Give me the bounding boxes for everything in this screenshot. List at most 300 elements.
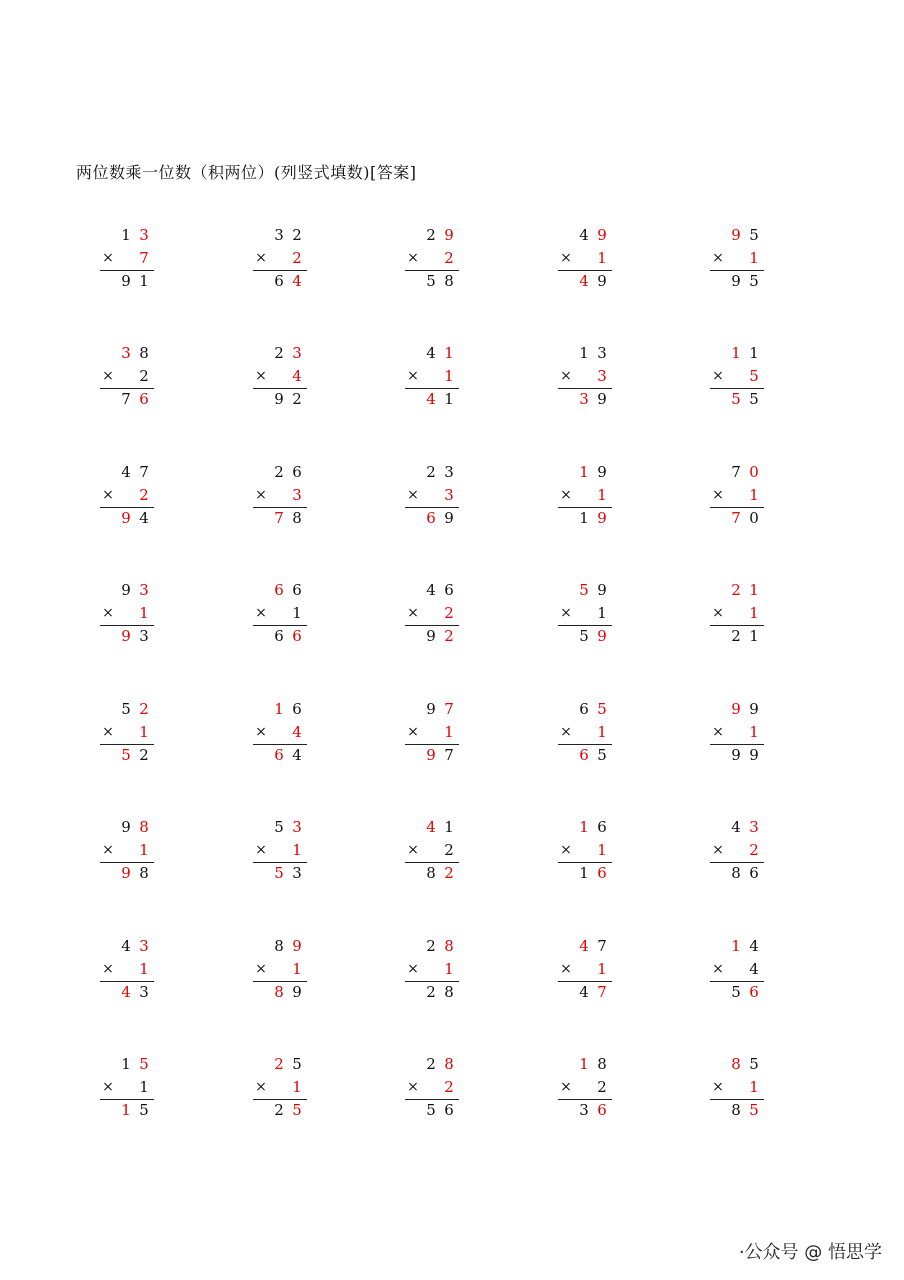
multiplier-row: [405, 248, 461, 268]
multiplier-digit: 2: [444, 249, 454, 267]
multiplicand: [710, 936, 766, 956]
product-tens-digit: 9: [121, 509, 131, 527]
problem-2-2: [253, 343, 313, 409]
multiplicand-ones-digit: 6: [292, 700, 302, 718]
times-sign: ×: [255, 605, 267, 621]
multiplicand-tens-digit: 9: [426, 700, 436, 718]
multiplier-row: [558, 840, 614, 860]
times-sign: ×: [560, 605, 572, 621]
multiplier-row: [405, 485, 461, 505]
multiplicand-tens-digit: 4: [426, 581, 436, 599]
product-ones-digit: 1: [139, 272, 149, 290]
product: [100, 389, 156, 409]
product: [253, 389, 309, 409]
times-sign: ×: [102, 724, 114, 740]
multiplier-row: [710, 603, 766, 623]
product-ones-digit: 4: [139, 509, 149, 527]
multiplicand-tens-digit: 9: [731, 700, 741, 718]
product-ones-digit: 5: [749, 1101, 759, 1119]
multiplicand-ones-digit: 9: [292, 937, 302, 955]
multiplicand-tens-digit: 3: [274, 226, 284, 244]
multiplier-row: [558, 485, 614, 505]
problem-1-5: [710, 225, 770, 291]
product: [558, 626, 614, 646]
multiplicand-ones-digit: 9: [749, 700, 759, 718]
multiplicand: [558, 817, 614, 837]
multiplicand-ones-digit: 9: [597, 581, 607, 599]
times-sign: ×: [407, 605, 419, 621]
multiplicand-ones-digit: 7: [444, 700, 454, 718]
problem-4-2: [253, 580, 313, 646]
problem-3-5: [710, 462, 770, 528]
multiplicand-tens-digit: 9: [121, 818, 131, 836]
times-sign: ×: [102, 368, 114, 384]
multiplier-digit: 1: [749, 1078, 759, 1096]
multiplicand: [100, 1054, 156, 1074]
multiplicand-ones-digit: 1: [749, 344, 759, 362]
problem-7-5: [710, 936, 770, 1002]
multiplicand-ones-digit: 3: [139, 581, 149, 599]
product: [405, 626, 461, 646]
product-tens-digit: 5: [121, 746, 131, 764]
times-sign: ×: [102, 605, 114, 621]
product-tens-digit: 7: [121, 390, 131, 408]
product: [710, 271, 766, 291]
product: [253, 626, 309, 646]
multiplier-row: [100, 366, 156, 386]
problem-4-4: [558, 580, 618, 646]
multiplicand-tens-digit: 5: [579, 581, 589, 599]
product-tens-digit: 9: [426, 746, 436, 764]
multiplier-row: [100, 603, 156, 623]
problem-7-4: [558, 936, 618, 1002]
times-sign: ×: [712, 724, 724, 740]
problem-4-1: [100, 580, 160, 646]
times-sign: ×: [712, 1079, 724, 1095]
times-sign: ×: [712, 250, 724, 266]
multiplier-row: [558, 366, 614, 386]
multiplier-row: [710, 1077, 766, 1097]
times-sign: ×: [255, 250, 267, 266]
times-sign: ×: [407, 368, 419, 384]
multiplicand-ones-digit: 9: [597, 463, 607, 481]
page-title: 两位数乘一位数（积两位）(列竖式填数)[答案]: [76, 163, 417, 182]
product: [253, 271, 309, 291]
multiplier-row: [405, 959, 461, 979]
times-sign: ×: [255, 961, 267, 977]
product: [253, 982, 309, 1002]
multiplicand-ones-digit: 8: [139, 818, 149, 836]
multiplier-row: [253, 1077, 309, 1097]
product: [100, 1100, 156, 1120]
multiplier-row: [100, 1077, 156, 1097]
multiplicand-ones-digit: 3: [292, 344, 302, 362]
multiplier-digit: 1: [597, 960, 607, 978]
multiplicand-tens-digit: 1: [579, 463, 589, 481]
product-tens-digit: 4: [121, 983, 131, 1001]
product: [710, 982, 766, 1002]
product: [253, 1100, 309, 1120]
multiplicand: [253, 225, 309, 245]
product-tens-digit: 9: [121, 272, 131, 290]
multiplicand: [405, 343, 461, 363]
multiplicand-tens-digit: 1: [579, 1055, 589, 1073]
multiplicand-ones-digit: 3: [749, 818, 759, 836]
multiplier-digit: 1: [749, 486, 759, 504]
multiplicand: [558, 1054, 614, 1074]
problem-3-2: [253, 462, 313, 528]
multiplicand-tens-digit: 2: [274, 463, 284, 481]
multiplicand: [253, 699, 309, 719]
multiplicand: [558, 699, 614, 719]
multiplicand: [100, 580, 156, 600]
product: [558, 982, 614, 1002]
product-tens-digit: 7: [731, 509, 741, 527]
product-tens-digit: 6: [274, 746, 284, 764]
multiplicand-ones-digit: 1: [444, 818, 454, 836]
product-tens-digit: 1: [579, 864, 589, 882]
multiplicand: [100, 462, 156, 482]
multiplicand-ones-digit: 8: [139, 344, 149, 362]
multiplier-digit: 2: [597, 1078, 607, 1096]
product-ones-digit: 7: [597, 983, 607, 1001]
multiplier-digit: 1: [749, 249, 759, 267]
multiplier-digit: 2: [444, 841, 454, 859]
multiplicand: [558, 462, 614, 482]
product-tens-digit: 9: [426, 627, 436, 645]
problem-4-5: [710, 580, 770, 646]
problem-8-2: [253, 1054, 313, 1120]
multiplicand: [710, 225, 766, 245]
multiplicand-tens-digit: 1: [731, 937, 741, 955]
watermark-footer: ·公众号 @ 悟思学: [738, 1242, 882, 1263]
product-tens-digit: 2: [731, 627, 741, 645]
problem-1-3: [405, 225, 465, 291]
multiplicand-tens-digit: 1: [731, 344, 741, 362]
multiplier-digit: 1: [139, 723, 149, 741]
times-sign: ×: [102, 961, 114, 977]
product: [253, 745, 309, 765]
problem-3-4: [558, 462, 618, 528]
multiplier-digit: 1: [749, 723, 759, 741]
product-ones-digit: 9: [597, 390, 607, 408]
multiplicand-ones-digit: 4: [749, 937, 759, 955]
product-ones-digit: 4: [292, 272, 302, 290]
multiplier-digit: 1: [444, 367, 454, 385]
multiplicand-ones-digit: 8: [444, 1055, 454, 1073]
multiplier-digit: 1: [139, 841, 149, 859]
problem-6-3: [405, 817, 465, 883]
problem-3-1: [100, 462, 160, 528]
multiplier-digit: 1: [139, 1078, 149, 1096]
problem-6-1: [100, 817, 160, 883]
times-sign: ×: [102, 1079, 114, 1095]
multiplier-row: [405, 366, 461, 386]
times-sign: ×: [407, 487, 419, 503]
multiplicand-tens-digit: 5: [274, 818, 284, 836]
multiplicand-ones-digit: 9: [444, 226, 454, 244]
times-sign: ×: [407, 250, 419, 266]
product-ones-digit: 9: [597, 272, 607, 290]
multiplicand-ones-digit: 6: [444, 581, 454, 599]
product-tens-digit: 9: [731, 746, 741, 764]
times-sign: ×: [560, 724, 572, 740]
multiplicand-tens-digit: 8: [731, 1055, 741, 1073]
multiplier-digit: 1: [139, 960, 149, 978]
product-ones-digit: 7: [444, 746, 454, 764]
multiplier-row: [253, 366, 309, 386]
multiplier-row: [710, 722, 766, 742]
product-tens-digit: 5: [274, 864, 284, 882]
problem-8-3: [405, 1054, 465, 1120]
product: [710, 863, 766, 883]
multiplier-row: [253, 840, 309, 860]
product-ones-digit: 3: [139, 627, 149, 645]
product: [558, 389, 614, 409]
product-tens-digit: 4: [579, 983, 589, 1001]
multiplier-digit: 1: [597, 249, 607, 267]
multiplier-row: [253, 722, 309, 742]
product-tens-digit: 1: [579, 509, 589, 527]
multiplicand: [405, 699, 461, 719]
product: [100, 508, 156, 528]
product: [405, 508, 461, 528]
multiplicand: [405, 462, 461, 482]
multiplicand: [100, 225, 156, 245]
product-tens-digit: 4: [426, 390, 436, 408]
product-ones-digit: 2: [139, 746, 149, 764]
multiplicand: [558, 225, 614, 245]
product-tens-digit: 7: [274, 509, 284, 527]
multiplicand: [558, 343, 614, 363]
problem-7-2: [253, 936, 313, 1002]
multiplicand-ones-digit: 1: [444, 344, 454, 362]
multiplier-row: [558, 603, 614, 623]
multiplicand-ones-digit: 0: [749, 463, 759, 481]
times-sign: ×: [407, 842, 419, 858]
product-tens-digit: 6: [579, 746, 589, 764]
multiplicand: [253, 343, 309, 363]
multiplicand: [253, 1054, 309, 1074]
problem-8-4: [558, 1054, 618, 1120]
multiplicand: [253, 936, 309, 956]
multiplicand: [710, 462, 766, 482]
product: [100, 271, 156, 291]
problem-5-3: [405, 699, 465, 765]
multiplicand: [100, 817, 156, 837]
multiplier-row: [710, 840, 766, 860]
product-ones-digit: 6: [749, 983, 759, 1001]
multiplicand-ones-digit: 8: [444, 937, 454, 955]
multiplier-digit: 2: [139, 486, 149, 504]
product: [405, 389, 461, 409]
times-sign: ×: [560, 1079, 572, 1095]
problem-6-5: [710, 817, 770, 883]
times-sign: ×: [560, 487, 572, 503]
multiplicand-ones-digit: 2: [139, 700, 149, 718]
multiplicand: [405, 1054, 461, 1074]
product-ones-digit: 6: [749, 864, 759, 882]
multiplicand-tens-digit: 4: [426, 818, 436, 836]
multiplicand: [100, 343, 156, 363]
times-sign: ×: [712, 961, 724, 977]
times-sign: ×: [407, 1079, 419, 1095]
multiplier-row: [100, 248, 156, 268]
multiplier-digit: 1: [597, 841, 607, 859]
product-tens-digit: 5: [426, 1101, 436, 1119]
multiplicand-tens-digit: 9: [121, 581, 131, 599]
product-tens-digit: 4: [579, 272, 589, 290]
product: [405, 863, 461, 883]
multiplicand-tens-digit: 8: [274, 937, 284, 955]
product-tens-digit: 2: [274, 1101, 284, 1119]
multiplicand-ones-digit: 5: [139, 1055, 149, 1073]
multiplier-row: [253, 485, 309, 505]
product-ones-digit: 6: [444, 1101, 454, 1119]
multiplier-digit: 1: [597, 604, 607, 622]
multiplier-row: [558, 1077, 614, 1097]
multiplier-digit: 1: [139, 604, 149, 622]
multiplicand: [100, 936, 156, 956]
product: [405, 1100, 461, 1120]
problem-2-1: [100, 343, 160, 409]
product: [405, 745, 461, 765]
multiplicand-ones-digit: 3: [139, 937, 149, 955]
product-ones-digit: 5: [749, 390, 759, 408]
multiplier-digit: 3: [292, 486, 302, 504]
multiplier-row: [100, 959, 156, 979]
times-sign: ×: [560, 368, 572, 384]
problem-1-4: [558, 225, 618, 291]
times-sign: ×: [560, 842, 572, 858]
multiplier-row: [100, 485, 156, 505]
problem-4-3: [405, 580, 465, 646]
multiplicand-ones-digit: 8: [597, 1055, 607, 1073]
product-tens-digit: 8: [731, 1101, 741, 1119]
product: [405, 271, 461, 291]
multiplicand: [100, 699, 156, 719]
multiplicand-ones-digit: 3: [444, 463, 454, 481]
product: [558, 508, 614, 528]
problem-1-1: [100, 225, 160, 291]
multiplier-row: [100, 722, 156, 742]
product-ones-digit: 2: [444, 864, 454, 882]
multiplicand: [710, 699, 766, 719]
product-ones-digit: 2: [444, 627, 454, 645]
problem-5-2: [253, 699, 313, 765]
multiplier-digit: 1: [749, 604, 759, 622]
product-ones-digit: 6: [597, 864, 607, 882]
times-sign: ×: [560, 961, 572, 977]
multiplicand-ones-digit: 7: [139, 463, 149, 481]
times-sign: ×: [102, 487, 114, 503]
times-sign: ×: [255, 1079, 267, 1095]
multiplicand: [710, 1054, 766, 1074]
product-ones-digit: 9: [444, 509, 454, 527]
product: [558, 745, 614, 765]
product-tens-digit: 6: [426, 509, 436, 527]
problem-2-4: [558, 343, 618, 409]
problem-5-4: [558, 699, 618, 765]
problem-7-1: [100, 936, 160, 1002]
multiplier-digit: 1: [292, 841, 302, 859]
multiplier-row: [558, 959, 614, 979]
multiplicand-tens-digit: 1: [579, 818, 589, 836]
multiplicand-ones-digit: 3: [139, 226, 149, 244]
multiplicand-tens-digit: 4: [731, 818, 741, 836]
multiplicand-tens-digit: 3: [121, 344, 131, 362]
product-ones-digit: 0: [749, 509, 759, 527]
product-tens-digit: 9: [274, 390, 284, 408]
product-tens-digit: 6: [274, 627, 284, 645]
product-ones-digit: 1: [444, 390, 454, 408]
problem-7-3: [405, 936, 465, 1002]
times-sign: ×: [407, 961, 419, 977]
product: [253, 863, 309, 883]
multiplier-row: [558, 248, 614, 268]
multiplicand-tens-digit: 1: [121, 226, 131, 244]
product: [558, 863, 614, 883]
product-tens-digit: 8: [731, 864, 741, 882]
multiplier-row: [253, 248, 309, 268]
multiplier-digit: 1: [597, 486, 607, 504]
multiplicand: [710, 343, 766, 363]
multiplicand: [253, 462, 309, 482]
multiplicand-ones-digit: 3: [292, 818, 302, 836]
multiplier-row: [253, 959, 309, 979]
product-tens-digit: 1: [121, 1101, 131, 1119]
multiplier-digit: 3: [597, 367, 607, 385]
multiplicand-tens-digit: 2: [731, 581, 741, 599]
times-sign: ×: [255, 724, 267, 740]
multiplier-digit: 1: [444, 960, 454, 978]
multiplier-digit: 4: [292, 367, 302, 385]
multiplicand: [253, 817, 309, 837]
product-tens-digit: 8: [426, 864, 436, 882]
multiplier-digit: 2: [292, 249, 302, 267]
problem-3-3: [405, 462, 465, 528]
product: [710, 745, 766, 765]
product: [253, 508, 309, 528]
product-tens-digit: 5: [731, 390, 741, 408]
product-tens-digit: 9: [731, 272, 741, 290]
multiplicand-tens-digit: 2: [426, 937, 436, 955]
multiplicand-ones-digit: 1: [749, 581, 759, 599]
product-ones-digit: 4: [292, 746, 302, 764]
product-ones-digit: 9: [292, 983, 302, 1001]
multiplicand-tens-digit: 6: [274, 581, 284, 599]
multiplicand-ones-digit: 2: [292, 226, 302, 244]
product-ones-digit: 8: [139, 864, 149, 882]
multiplicand: [710, 817, 766, 837]
product-tens-digit: 6: [274, 272, 284, 290]
product-tens-digit: 8: [274, 983, 284, 1001]
product: [710, 389, 766, 409]
multiplier-row: [710, 366, 766, 386]
product-ones-digit: 3: [292, 864, 302, 882]
product-ones-digit: 5: [139, 1101, 149, 1119]
product: [100, 626, 156, 646]
product-tens-digit: 5: [731, 983, 741, 1001]
multiplier-row: [405, 1077, 461, 1097]
multiplicand-ones-digit: 9: [597, 226, 607, 244]
problem-8-1: [100, 1054, 160, 1120]
problem-5-1: [100, 699, 160, 765]
multiplier-digit: 2: [139, 367, 149, 385]
multiplicand-tens-digit: 2: [426, 1055, 436, 1073]
times-sign: ×: [255, 487, 267, 503]
multiplier-digit: 1: [597, 723, 607, 741]
